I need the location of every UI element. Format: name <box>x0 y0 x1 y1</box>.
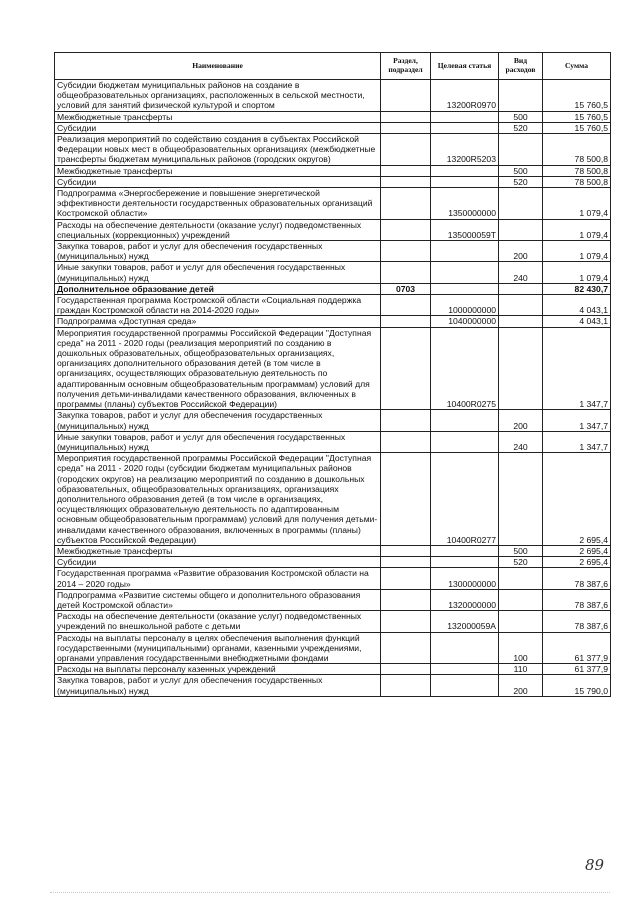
cell-name: Субсидии <box>55 122 381 133</box>
cell-name: Межбюджетные трансферты <box>55 111 381 122</box>
table-row <box>55 589 611 610</box>
scan-edge-divider <box>50 892 610 893</box>
cell-section <box>381 111 431 122</box>
cell-article <box>431 262 499 283</box>
cell-expense-type <box>499 589 543 610</box>
table-row <box>55 80 611 112</box>
table-row <box>55 283 611 294</box>
cell-sum: 78 500,8 <box>543 134 611 166</box>
cell-expense-type: 520 <box>499 176 543 187</box>
cell-name: Государственная программа «Развитие образования Костромской области на 2014 – 2020 годы» <box>55 568 381 589</box>
cell-section <box>381 589 431 610</box>
table-row <box>55 295 611 316</box>
cell-section <box>381 327 431 410</box>
cell-article <box>431 165 499 176</box>
cell-article <box>431 632 499 664</box>
cell-sum: 1 347,7 <box>543 410 611 431</box>
cell-article: 1320000000 <box>431 589 499 610</box>
cell-name: Закупка товаров, работ и услуг для обеспечения государственных (муниципальных) нужд <box>55 410 381 431</box>
cell-article: 135000059Т <box>431 219 499 240</box>
cell-article <box>431 111 499 122</box>
cell-article: 132000059А <box>431 611 499 632</box>
cell-expense-type <box>499 219 543 240</box>
cell-expense-type <box>499 568 543 589</box>
cell-sum: 15 760,5 <box>543 80 611 112</box>
cell-name: Расходы на выплаты персоналу казенных учреждений <box>55 664 381 675</box>
cell-article <box>431 431 499 452</box>
cell-section <box>381 410 431 431</box>
cell-article <box>431 664 499 675</box>
table-row <box>55 134 611 166</box>
cell-section <box>381 241 431 262</box>
cell-article <box>431 283 499 294</box>
header-section: Раздел, подраздел <box>381 53 431 80</box>
cell-section <box>381 122 431 133</box>
cell-name: Субсидии <box>55 176 381 187</box>
cell-expense-type: 500 <box>499 165 543 176</box>
table-body <box>55 80 611 697</box>
cell-article: 1040000000 <box>431 316 499 327</box>
cell-article <box>431 241 499 262</box>
cell-sum: 2 695,4 <box>543 557 611 568</box>
cell-article <box>431 176 499 187</box>
table-row <box>55 111 611 122</box>
cell-expense-type: 110 <box>499 664 543 675</box>
cell-name: Межбюджетные трансферты <box>55 545 381 556</box>
cell-article: 1350000000 <box>431 188 499 220</box>
cell-section <box>381 80 431 112</box>
cell-section <box>381 664 431 675</box>
cell-section <box>381 453 431 546</box>
cell-expense-type <box>499 283 543 294</box>
table-row <box>55 262 611 283</box>
cell-sum: 2 695,4 <box>543 545 611 556</box>
table-row <box>55 568 611 589</box>
cell-article: 13200R0970 <box>431 80 499 112</box>
cell-sum: 78 387,6 <box>543 611 611 632</box>
table-row <box>55 316 611 327</box>
cell-sum: 78 500,8 <box>543 176 611 187</box>
cell-name: Субсидии бюджетам муниципальных районов на создание в общеобразовательных организациях, расположенных в сельской местности, условий для занятий физической культурой и спортом <box>55 80 381 112</box>
table-header-row <box>55 53 611 80</box>
cell-section <box>381 557 431 568</box>
cell-expense-type <box>499 611 543 632</box>
cell-sum: 1 347,7 <box>543 327 611 410</box>
table-row <box>55 219 611 240</box>
cell-section <box>381 219 431 240</box>
cell-section <box>381 295 431 316</box>
cell-expense-type <box>499 316 543 327</box>
cell-expense-type: 520 <box>499 557 543 568</box>
cell-name: Подпрограмма «Развитие системы общего и дополнительного образования детей Костромской области» <box>55 589 381 610</box>
cell-name: Расходы на обеспечение деятельности (оказание услуг) подведомственных учреждений по внешкольной работе с детьми <box>55 611 381 632</box>
cell-article <box>431 410 499 431</box>
table-row <box>55 611 611 632</box>
cell-article <box>431 122 499 133</box>
cell-section: 0703 <box>381 283 431 294</box>
cell-article <box>431 557 499 568</box>
cell-section <box>381 134 431 166</box>
table-row <box>55 632 611 664</box>
cell-name: Мероприятия государственной программы Российской Федерации "Доступная среда" на 2011 - 2020 годы (субсидии бюджетам муниципальных районов (городских округов) на реализацию мероприятий по созданию в дошкольных образовательных, общеобразовательных организациях, организациях дополнительного образования детей (в том числе в организациях, осуществляющих образовательную деятельность по адаптированным основным общеобразовательным программам) условий для получения детьми-инвалидами качественного образования, включенных в программы (планы) субъектов Российской Федерации) <box>55 453 381 546</box>
cell-expense-type: 240 <box>499 262 543 283</box>
cell-expense-type: 100 <box>499 632 543 664</box>
header-sum: Сумма <box>543 53 611 80</box>
cell-name: Подпрограмма «Доступная среда» <box>55 316 381 327</box>
cell-article <box>431 545 499 556</box>
cell-expense-type <box>499 188 543 220</box>
cell-section <box>381 262 431 283</box>
cell-sum: 1 079,4 <box>543 188 611 220</box>
cell-expense-type: 500 <box>499 545 543 556</box>
table-row <box>55 122 611 133</box>
cell-sum: 1 079,4 <box>543 241 611 262</box>
cell-expense-type: 200 <box>499 410 543 431</box>
cell-expense-type: 240 <box>499 431 543 452</box>
cell-name: Иные закупки товаров, работ и услуг для обеспечения государственных (муниципальных) нужд <box>55 431 381 452</box>
cell-article: 1000000000 <box>431 295 499 316</box>
cell-name: Закупка товаров, работ и услуг для обеспечения государственных (муниципальных) нужд <box>55 241 381 262</box>
cell-sum: 1 079,4 <box>543 262 611 283</box>
cell-article: 1300000000 <box>431 568 499 589</box>
cell-section <box>381 545 431 556</box>
table-row <box>55 327 611 410</box>
cell-name: Государственная программа Костромской области «Социальная поддержка граждан Костромской области на 2014-2020 годы» <box>55 295 381 316</box>
cell-expense-type: 520 <box>499 122 543 133</box>
table-row <box>55 165 611 176</box>
cell-section <box>381 188 431 220</box>
table-row <box>55 545 611 556</box>
header-name: Наименование <box>55 53 381 80</box>
cell-sum: 1 347,7 <box>543 431 611 452</box>
table-row <box>55 410 611 431</box>
cell-section <box>381 316 431 327</box>
cell-name: Закупка товаров, работ и услуг для обеспечения государственных (муниципальных) нужд <box>55 675 381 696</box>
cell-sum: 4 043,1 <box>543 295 611 316</box>
cell-sum: 4 043,1 <box>543 316 611 327</box>
cell-name: Расходы на обеспечение деятельности (оказание услуг) подведомственных специальных (коррекционных) учреждений <box>55 219 381 240</box>
table-row <box>55 675 611 696</box>
cell-name: Дополнительное образование детей <box>55 283 381 294</box>
cell-expense-type <box>499 327 543 410</box>
table-row <box>55 557 611 568</box>
cell-article: 10400R0275 <box>431 327 499 410</box>
cell-sum: 15 760,5 <box>543 111 611 122</box>
cell-name: Расходы на выплаты персоналу в целях обеспечения выполнения функций государственными (муниципальными) органами, казенными учреждениями, органами управления государственными внебюджетными фондами <box>55 632 381 664</box>
cell-sum: 15 790,0 <box>543 675 611 696</box>
cell-expense-type: 500 <box>499 111 543 122</box>
cell-article: 10400R0277 <box>431 453 499 546</box>
cell-expense-type: 200 <box>499 241 543 262</box>
cell-article <box>431 675 499 696</box>
cell-section <box>381 431 431 452</box>
cell-section <box>381 165 431 176</box>
cell-expense-type <box>499 295 543 316</box>
cell-section <box>381 675 431 696</box>
cell-section <box>381 568 431 589</box>
table-row <box>55 241 611 262</box>
cell-sum: 78 387,6 <box>543 589 611 610</box>
header-expense-type: Вид расходов <box>499 53 543 80</box>
cell-sum: 15 760,5 <box>543 122 611 133</box>
cell-name: Реализация мероприятий по содействию создания в субъектах Российской Федерации новых мест в общеобразовательных организациях (межбюджетные трансферты бюджетам муниципальных районов (городских округов) <box>55 134 381 166</box>
page-number: 89 <box>585 856 605 874</box>
table-row <box>55 431 611 452</box>
cell-article: 13200R5203 <box>431 134 499 166</box>
cell-name: Субсидии <box>55 557 381 568</box>
budget-table <box>54 52 611 697</box>
cell-expense-type <box>499 453 543 546</box>
cell-section <box>381 632 431 664</box>
cell-name: Межбюджетные трансферты <box>55 165 381 176</box>
table-row <box>55 188 611 220</box>
cell-sum: 82 430,7 <box>543 283 611 294</box>
cell-sum: 61 377,9 <box>543 632 611 664</box>
header-article: Целевая статья <box>431 53 499 80</box>
cell-name: Иные закупки товаров, работ и услуг для обеспечения государственных (муниципальных) нужд <box>55 262 381 283</box>
cell-sum: 78 500,8 <box>543 165 611 176</box>
cell-sum: 2 695,4 <box>543 453 611 546</box>
cell-sum: 1 079,4 <box>543 219 611 240</box>
cell-name: Мероприятия государственной программы Российской Федерации "Доступная среда" на 2011 - 2020 годы (реализация мероприятий по созданию в дошкольных образовательных, общеобразовательных организациях, организациях дополнительного образования детей (в том числе в организациях, осуществляющих образовательную деятельность по адаптированным основным общеобразовательным программам) условий для получения детьми-инвалидами качественного образования, включенных в программы (планы) субъектов Российской Федерации) <box>55 327 381 410</box>
table-row <box>55 664 611 675</box>
cell-section <box>381 176 431 187</box>
cell-sum: 78 387,6 <box>543 568 611 589</box>
cell-expense-type: 200 <box>499 675 543 696</box>
cell-expense-type <box>499 134 543 166</box>
table-row <box>55 176 611 187</box>
cell-name: Подпрограмма «Энергосбережение и повышение энергетической эффективности деятельности государственных образовательных организаций Костромской области» <box>55 188 381 220</box>
table-row <box>55 453 611 546</box>
cell-sum: 61 377,9 <box>543 664 611 675</box>
cell-section <box>381 611 431 632</box>
cell-expense-type <box>499 80 543 112</box>
